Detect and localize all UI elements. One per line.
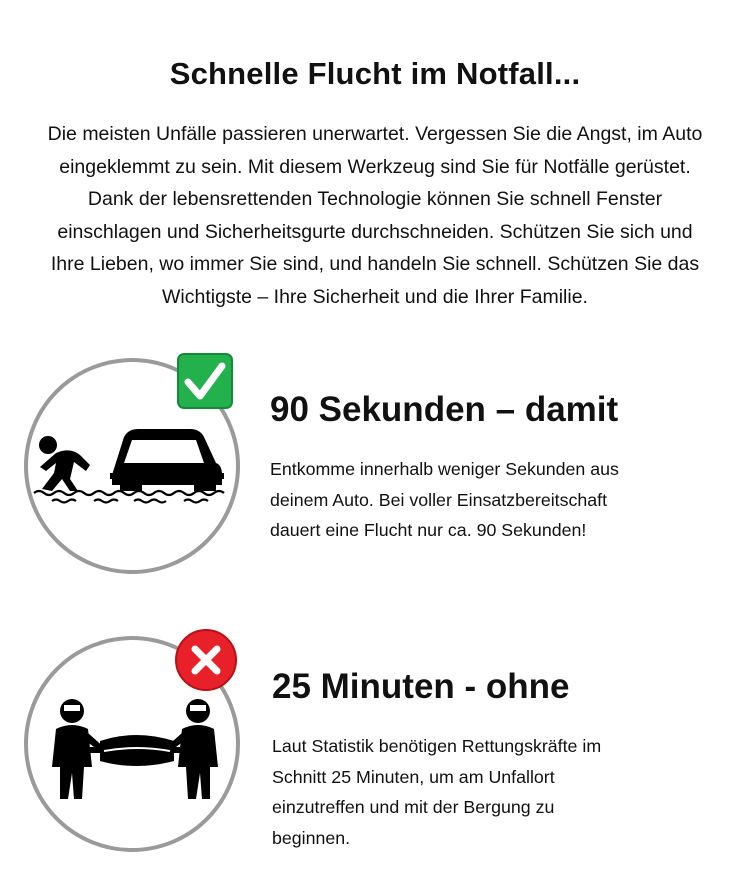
intro-line: Wichtigste – Ihre Sicherheit und die Ihrer Familie. <box>162 285 588 308</box>
section-line: Schnitt 25 Minuten, um am Unfallort <box>272 766 555 787</box>
section-line: Laut Statistik benötigen Rettungskräfte im <box>272 736 602 756</box>
intro-line: einschlagen und Sicherheitsgurte durchschneiden. Schützen Sie sich und <box>57 220 693 243</box>
intro-line: Ihre Lieben, wo immer Sie sind, und handeln Sie schnell. Schützen Sie das <box>50 253 700 276</box>
cross-badge-icon <box>174 628 238 692</box>
section-line: dauert eine Flucht nur ca. 90 Sekunden! <box>270 520 587 540</box>
section-line: Entkomme innerhalb weniger Sekunden aus <box>270 459 619 479</box>
section-title: 25 Minuten - ohne <box>272 667 570 706</box>
page-title: Schnelle Flucht im Notfall... <box>169 56 581 91</box>
intro-line: Dank der lebensrettenden Technologie können Sie schnell Fenster <box>87 188 663 211</box>
intro-line: eingeklemmt zu sein. Mit diesem Werkzeug sind Sie für Notfälle gerüstet. <box>59 155 691 178</box>
section-body <box>270 454 619 546</box>
intro-line: Die meisten Unfälle passieren unerwartet. Vergessen Sie die Angst, im Auto <box>47 123 703 145</box>
section-title: 90 Sekunden – damit <box>270 390 619 429</box>
section-line: einzutreffen und mit der Bergung zu <box>272 797 555 817</box>
section-line: beginnen. <box>272 827 351 848</box>
checkmark-badge-icon <box>176 352 234 410</box>
section-line: deinem Auto. Bei voller Einsatzbereitschaft <box>270 489 608 510</box>
section-body <box>272 731 601 853</box>
intro-text <box>0 118 750 314</box>
